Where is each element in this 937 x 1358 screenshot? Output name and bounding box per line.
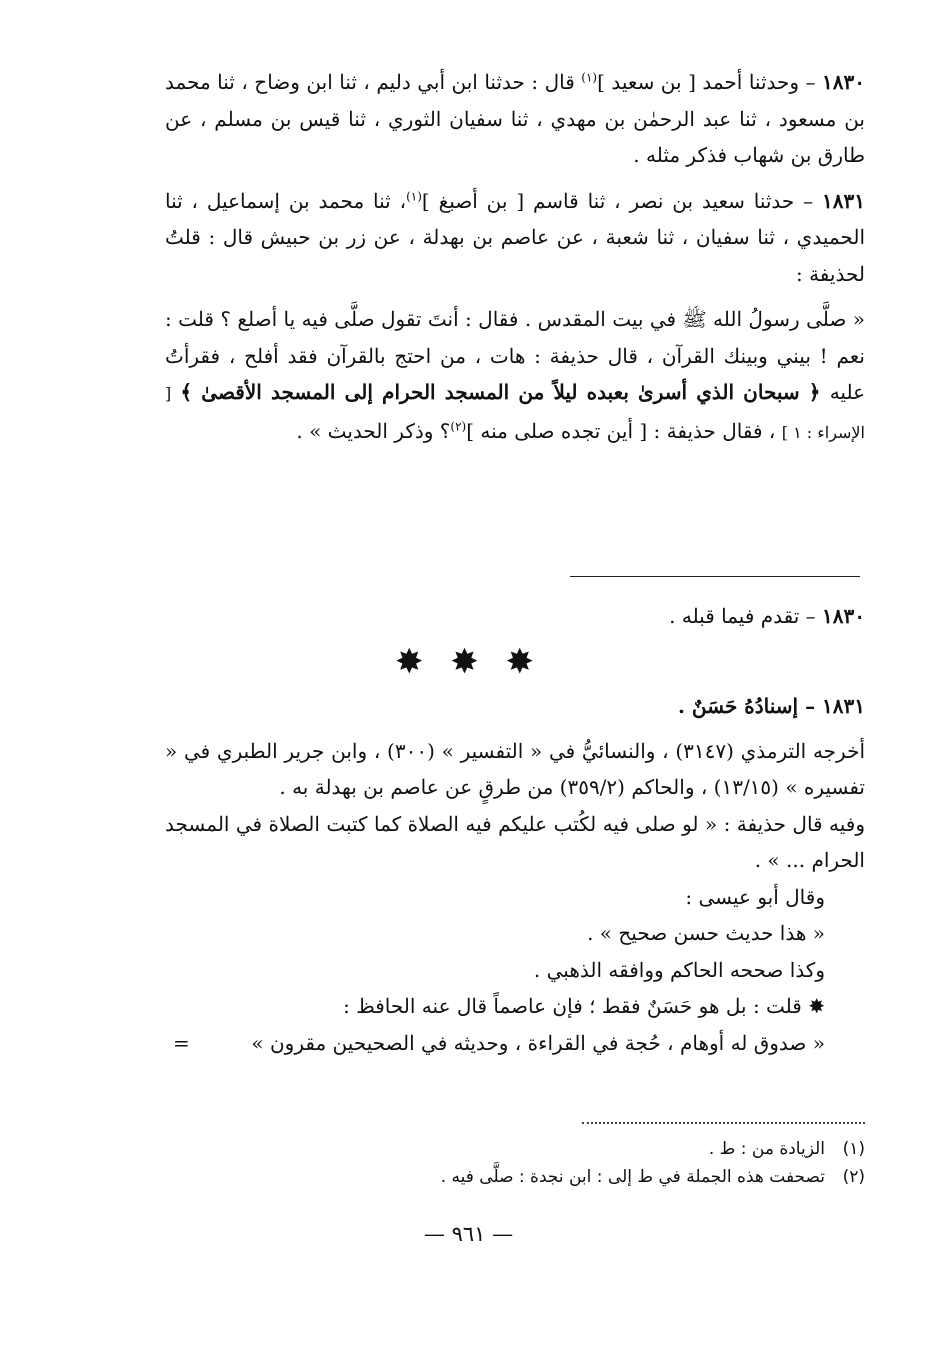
commentary-text: قلت : بل هو حَسَنٌ فقط ؛ فإن عاصماً قال عنه الحافظ :: [343, 994, 809, 1018]
quote-part: « صلَّى رسولُ الله ﷺ في بيت المقدس . فقال : أنتَ تقول صلَّى فيه يا أصلع ؟ قلت : نعم ! بيني وبينك القرآن ، قال حذيفة : هات ، من احتج بالقرآن فقد أفلح ، فقرأتُ عليه: [165, 307, 865, 404]
footnote-ref[interactable]: (٢): [450, 418, 467, 433]
hadith-text-part: ، ثنا محمد بن إسماعيل ، ثنا الحميدي ، ثنا سفيان ، ثنا شعبة ، عن عاصم بن بهدلة ، عن زر بن حبيش قال : قلتُ لحذيفة :: [165, 188, 865, 286]
hadith-text: [165, 64, 865, 451]
verse-reference: [ الإسراء : ١ ]: [165, 384, 865, 442]
star-mark: ✸: [808, 994, 825, 1018]
commentary-number: ١٨٣١: [822, 694, 865, 718]
commentary-paragraph: وكذا صححه الحاكم ووافقه الذهبي .: [533, 957, 825, 982]
hadith-text-part: قال : حدثنا ابن أبي دليم ، ثنا ابن وضاح ، ثنا محمد بن مسعود ، ثنا عبد الرحمٰن بن مهدي ، ثنا سفيان الثوري ، ثنا قيس بن مسلم ، عن طارق بن شهاب فذكر مثله .: [165, 70, 865, 167]
hadith-1831: [165, 183, 865, 293]
hadith-number: ١٨٣١: [822, 188, 865, 213]
footnote-number: (١): [842, 1139, 865, 1159]
commentary-paragraph: وقال أبو عيسى :: [685, 884, 825, 909]
quote-part: ؟ وذكر الحديث » .: [296, 418, 451, 443]
footnote-number: (٢): [842, 1167, 865, 1187]
commentary-paragraph: [165, 988, 865, 1025]
hadith-text-part: – حدثنا سعيد بن نصر ، ثنا قاسم [ بن أصبغ ]: [421, 188, 823, 213]
quran-verse: ﴿ سبحان الذي أسرىٰ بعبده ليلاً من المسجد الحرام إلى المسجد الأقصىٰ ﴾: [171, 380, 830, 404]
quote-part: ، فقال حذيفة : [ أين تجده صلى منه ]: [466, 418, 782, 443]
footnote-item: [165, 1135, 865, 1163]
continuation-mark: =: [173, 1030, 190, 1055]
commentary-paragraph: « هذا حديث حسن صحيح » .: [587, 921, 825, 945]
commentary-number: ١٨٣٠: [822, 604, 865, 628]
footnote-ref[interactable]: (١): [406, 188, 422, 203]
commentary-text: « صدوق له أوهام ، حُجة في القراءة ، وحديثه في الصحيحين مقرون »: [251, 1030, 825, 1055]
hadith-1830: [165, 64, 865, 174]
commentary-heading: [165, 688, 865, 725]
hadith-number: ١٨٣٠: [822, 70, 865, 94]
commentary-paragraph: [165, 1025, 865, 1062]
hadith-text-part: – وحدثنا أحمد [ بن سعيد ]: [597, 70, 823, 94]
commentary-title: – إسنادُهُ حَسَنٌ .: [677, 694, 823, 718]
footnote-text: تصحفت هذه الجملة في ط إلى : ابن نجدة : صلَّى فيه .: [440, 1167, 825, 1187]
footnote-text: الزيادة من : ط .: [708, 1139, 825, 1159]
page-number: — ٩٦١ —: [423, 1222, 514, 1246]
commentary-1831: [165, 688, 865, 1061]
star-ornament: ✸ ✸ ✸: [394, 642, 543, 682]
commentary-paragraph: أخرجه الترمذي (٣١٤٧) ، والنسائيُّ في « التفسير » (٣٠٠) ، وابن جرير الطبري في « تفسيره » (١٣/١٥) ، والحاكم (٣٥٩/٢) من طرقٍ عن عاصم بن بهدلة به .: [165, 738, 866, 799]
footnote-item: [165, 1163, 865, 1191]
hadith-1831-quote: [165, 301, 865, 451]
section-divider: [570, 576, 860, 577]
footnotes: [165, 1135, 865, 1191]
commentary-paragraph: وفيه قال حذيفة : « لو صلى فيه لكُتب عليكم فيه الصلاة كما كتبت الصلاة في المسجد الحرام ... » .: [165, 811, 865, 872]
commentary-1830: [165, 598, 865, 635]
footnote-ref[interactable]: (١): [581, 70, 598, 85]
footnote-separator: [582, 1122, 865, 1124]
commentary-text: – تقدم فيما قبله .: [669, 604, 823, 628]
